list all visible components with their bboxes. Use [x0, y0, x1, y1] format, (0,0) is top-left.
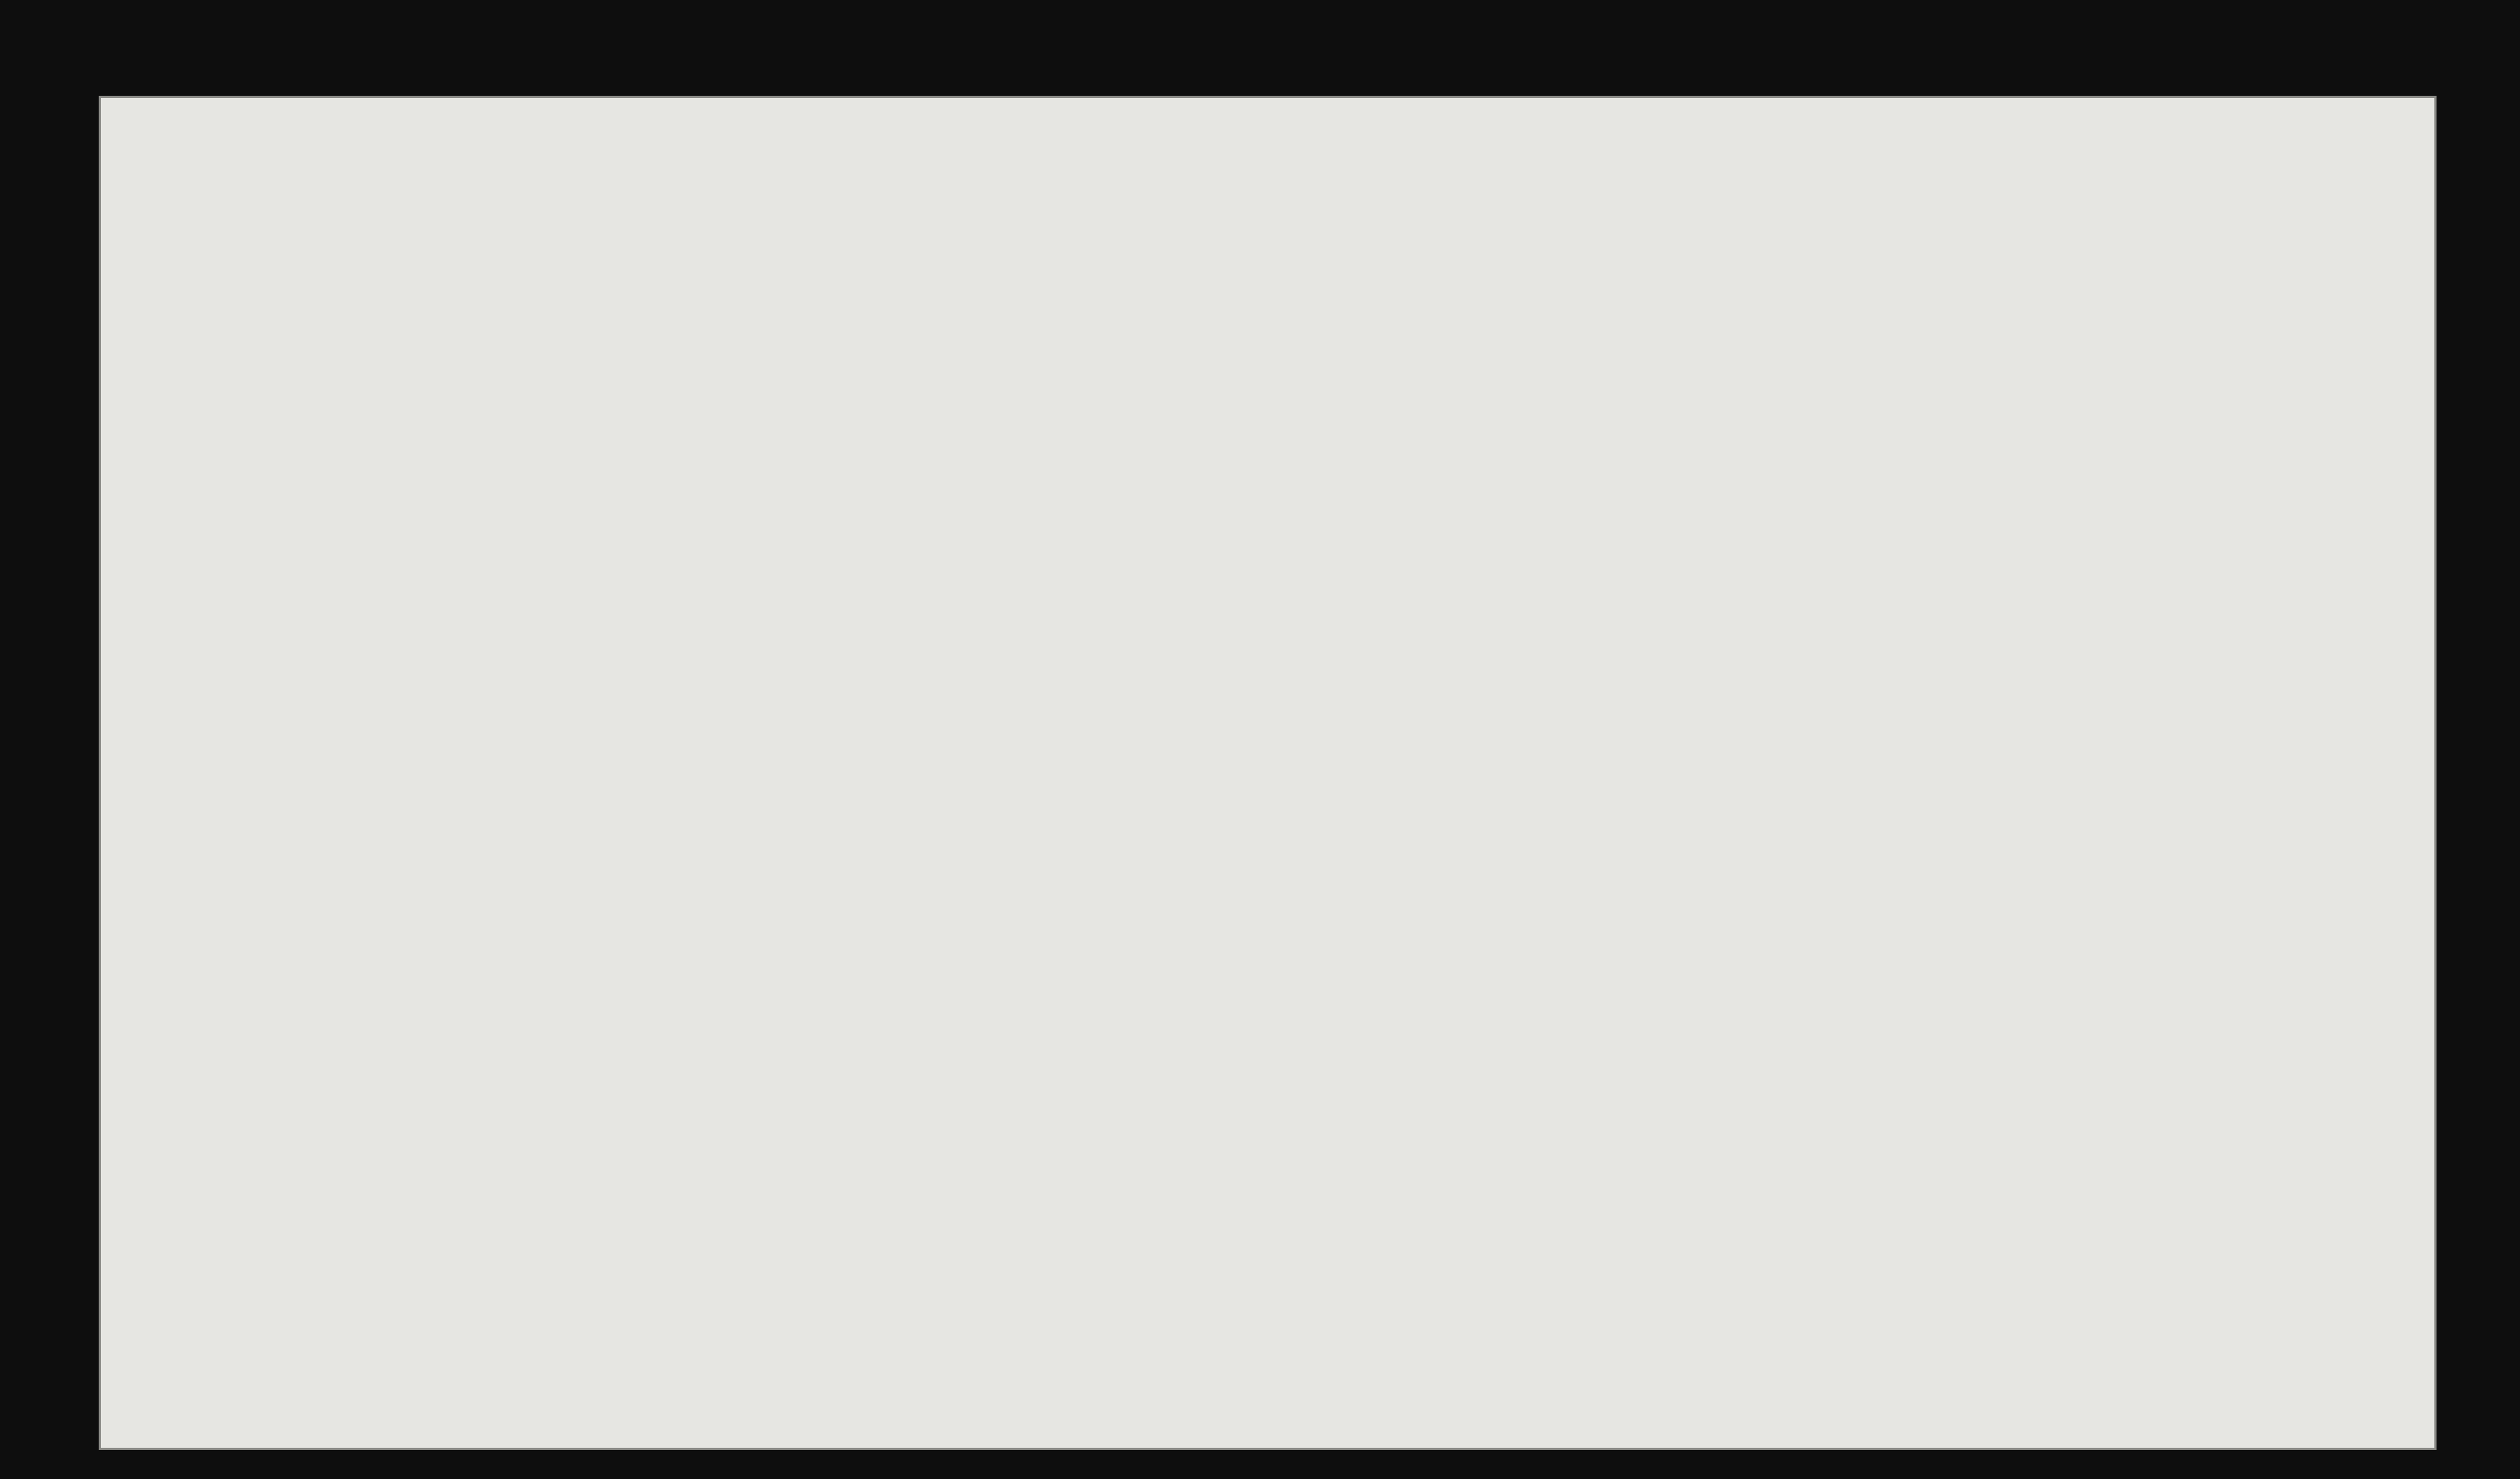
census-card [99, 96, 2437, 1450]
card-grid [101, 98, 2434, 1448]
